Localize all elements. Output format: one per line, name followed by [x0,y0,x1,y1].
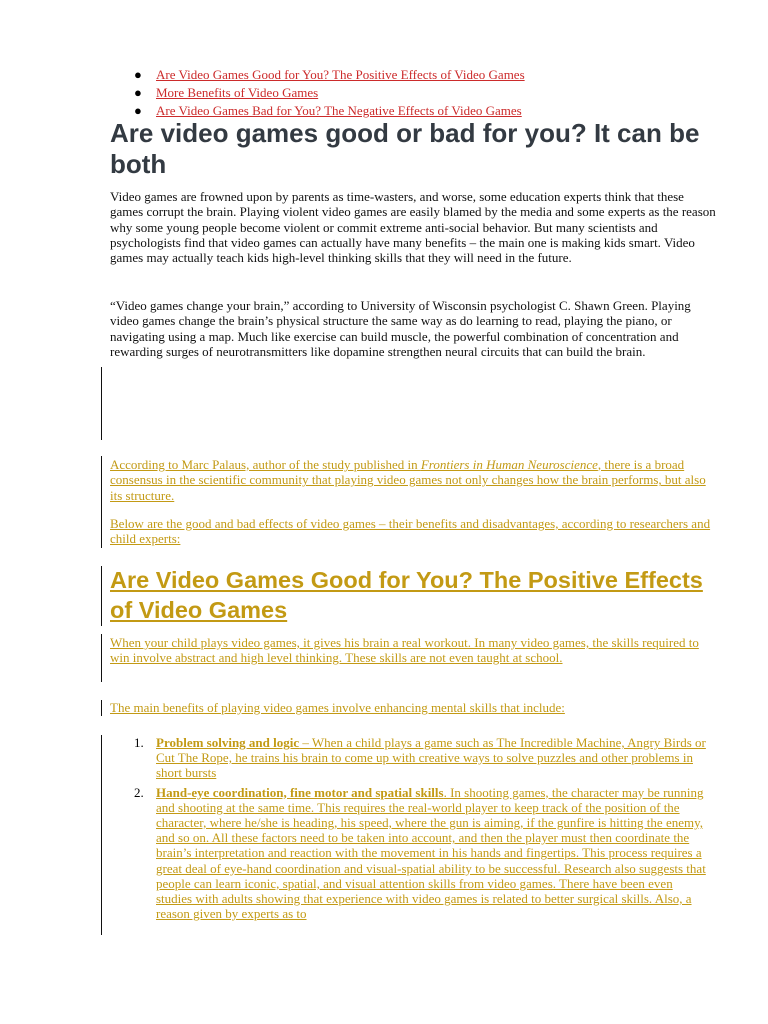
study-quote-paragraph: According to Marc Palaus, author of the study published in Frontiers in Human Neuroscience, there is a broad consensus in the scientific community that playing video games not only changes how the brain performs, but also its structure. [110,457,706,503]
list-item: 1. Problem solving and logic – When a child plays a game such as The Incredible Machine, Angry Birds or Cut The Rope, he trains his brain to come up with creative ways to solve puzzles and other problems in short bursts [134,735,706,781]
table-of-contents [110,66,710,120]
benefit-text: – When a child plays a game such as The Incredible Machine, Angry Birds or Cut The Rope, he trains his brain to come up with creative ways to solve puzzles and other problems in short bursts [156,735,706,781]
benefits-intro-paragraph: The main benefits of playing video games involve enhancing mental skills that include: [110,700,565,715]
change-bar [101,367,102,440]
change-bar [101,634,102,682]
benefits-list [110,735,710,925]
change-bar [101,566,102,626]
benefit-title: Hand-eye coordination, fine motor and spatial skills [156,784,444,800]
change-bar [101,700,102,716]
bullet-icon: ● [134,103,142,118]
toc-link-positive-effects[interactable]: ● Are Video Games Good for You? The Positive Effects of Video Games [134,67,525,82]
change-bar [101,735,102,935]
journal-title: Frontiers in Human Neuroscience [420,457,598,472]
positive-effects-heading: Are Video Games Good for You? The Positive Effects of Video Games [110,567,703,623]
workout-paragraph: When your child plays video games, it gives his brain a real workout. In many video games, the skills required to win involve abstract and high level thinking. These skills are not even taught at school. [110,635,699,666]
bullet-icon: ● [134,85,142,100]
toc-link-negative-effects[interactable]: ● Are Video Games Bad for You? The Negative Effects of Video Games [134,103,522,118]
intro-paragraph-2: “Video games change your brain,” according to University of Wisconsin psychologist C. Shawn Green. Playing video games change the brain’s physical structure the same way as do learning to read, playing the piano, or navigating using a map. Much like exercise can build muscle, the powerful combination of concentration and rewarding surges of neurotransmitters like dopamine strengthen neural circuits that can build the brain. [110,298,691,359]
list-item: 2. Hand-eye coordination, fine motor and spatial skills. In shooting games, the character may be running and shooting at the same time. This requires the real-world player to keep track of the position of the character, where he/she is heading, his speed, where the gun is aiming, if the gunfire is hitting the enemy, and so on. All these factors need to be taken into account, and then the player must then coordinate the brain’s interpretation and reaction with the movement in his hands and fingertips. This process requires a great deal of eye-hand coordination and visual-spatial ability to be successful. Research also suggests that people can learn iconic, spatial, and visual attention skills from video games. There have been even studies with adults showing that experience with video games is related to better surgical skills. Also, a reason given by experts as to [134,784,706,922]
benefit-title: Problem solving and logic [156,735,300,750]
benefit-text: . In shooting games, the character may be running and shooting at the same time. This requires the real-world player to keep track of the position of the character, where he/she is heading, his speed, where the gun is aiming, if the gunfire is hitting the enemy, and so on. All these factors need to be taken into account, and then the player must then coordinate the brain’s interpretation and reaction with the movement in his hands and fingertips. This process requires a great deal of eye-hand coordination and visual-spatial ability to be successful. Research also suggests that people can learn iconic, spatial, and visual attention skills from video games. There have been even studies with adults showing that experience with video games is related to better surgical skills. Also, a reason given by experts as to [156,784,706,922]
change-bar [101,456,102,548]
toc-link-more-benefits[interactable]: ● More Benefits of Video Games [134,85,319,100]
main-heading: Are video games good or bad for you? It can be both [110,118,700,179]
bullet-icon: ● [134,67,142,82]
effects-intro-paragraph: Below are the good and bad effects of video games – their benefits and disadvantages, according to researchers and child experts: [110,516,711,547]
intro-paragraph-1: Video games are frowned upon by parents as time-wasters, and worse, some education experts think that these games corrupt the brain. Playing violent video games are easily blamed by the media and some experts as the reason why some young people become violent or commit extreme anti-social behavior. But many scientists and psychologists find that video games can actually have many benefits – the main one is making kids smart. Video games may actually teach kids high-level thinking skills that they will need in the future. [110,189,716,266]
